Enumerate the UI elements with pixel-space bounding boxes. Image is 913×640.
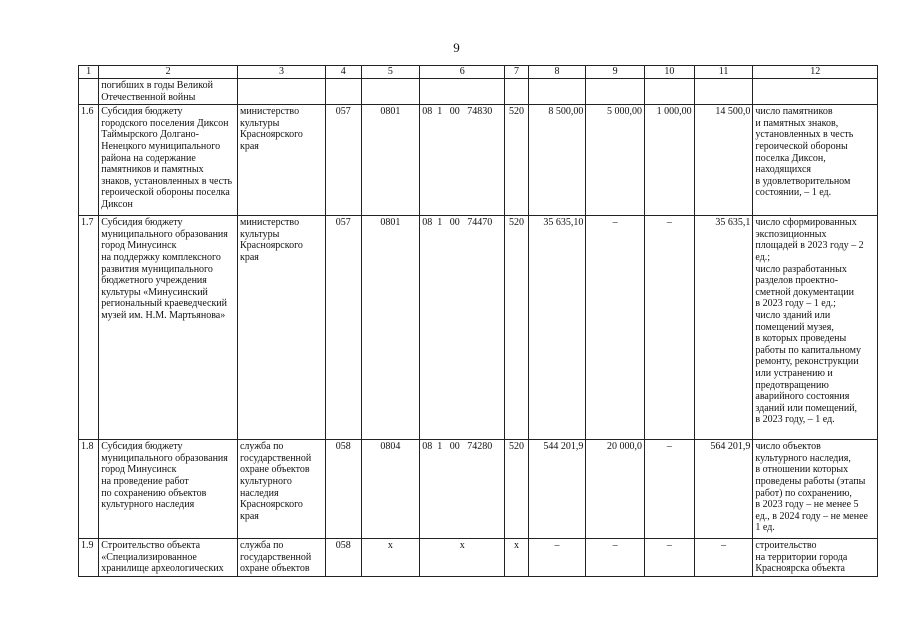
table-row — [79, 216, 878, 440]
header-cell: 11 — [694, 66, 753, 79]
code-cell: 058 — [326, 440, 361, 539]
result-cell: число памятников и памятных знаков, установленных в честь героической обороны поселка Диксон, находящихся в удовлетворительном состоянии, – 1 ед. — [753, 105, 878, 216]
name-cell: Субсидия бюджету муниципального образования город Минусинск на поддержку комплексного развития муниципального бюджетного учреждения культуры «Минусинский региональный краеведческий музей им. Н.М. Мартьянова» — [99, 216, 238, 440]
csr-cell: 08 1 00 74830 — [420, 105, 505, 216]
header-cell: 1 — [79, 66, 99, 79]
amount-2025: – — [645, 539, 695, 577]
rzpr-cell: х — [361, 539, 420, 577]
header-cell: 5 — [361, 66, 420, 79]
amount-2024: 5 000,00 — [586, 105, 645, 216]
code-cell: 057 — [326, 105, 361, 216]
table-row — [79, 105, 878, 216]
amount-2024: 20 000,0 — [586, 440, 645, 539]
grbs-cell: министерство культуры Красноярского края — [237, 216, 325, 440]
header-cell: 7 — [505, 66, 528, 79]
vr-cell: 520 — [505, 105, 528, 216]
amount-total: – — [694, 539, 753, 577]
header-cell: 6 — [420, 66, 505, 79]
header-cell: 4 — [326, 66, 361, 79]
header-cell: 12 — [753, 66, 878, 79]
row-number: 1.8 — [79, 440, 99, 539]
header-cell: 3 — [237, 66, 325, 79]
rzpr-cell: 0804 — [361, 440, 420, 539]
vr-cell: 520 — [505, 216, 528, 440]
table-row — [79, 539, 878, 577]
amount-2023: 8 500,00 — [528, 105, 586, 216]
amount-2025: 1 000,00 — [645, 105, 695, 216]
rzpr-cell: 0801 — [361, 105, 420, 216]
result-cell: число сформированных экспозиционных площадей в 2023 году – 2 ед.; число разработанных разделов проектно- сметной документации в 2023 году – 1 ед.; число зданий или помещений музея, в которых проведены работы по капитальному ремонту, реконструкции или устранению и предотвращению аварийного состояния зданий или помещений, в 2023 году, – 1 ед. — [753, 216, 878, 440]
name-cell: Субсидия бюджету городского поселения Диксон Таймырского Долгано- Ненецкого муниципального района на содержание памятников и памятных знаков, установленных в честь героической обороны поселка Диксон — [99, 105, 238, 216]
row-number: 1.6 — [79, 105, 99, 216]
amount-2024: – — [586, 216, 645, 440]
header-cell: 10 — [645, 66, 695, 79]
row-number: 1.9 — [79, 539, 99, 577]
vr-cell: 520 — [505, 440, 528, 539]
name-cell: погибших в годы Великой Отечественной войны — [99, 79, 238, 105]
grbs-cell: министерство культуры Красноярского края — [237, 105, 325, 216]
amount-2023: – — [528, 539, 586, 577]
code-cell: 057 — [326, 216, 361, 440]
header-cell: 8 — [528, 66, 586, 79]
result-cell: строительство на территории города Красноярска объекта — [753, 539, 878, 577]
rzpr-cell: 0801 — [361, 216, 420, 440]
code-cell: 058 — [326, 539, 361, 577]
grbs-cell: служба по государственной охране объектов — [237, 539, 325, 577]
csr-cell: х — [420, 539, 505, 577]
grbs-cell: служба по государственной охране объектов культурного наследия Красноярского края — [237, 440, 325, 539]
budget-table — [78, 65, 878, 577]
amount-total: 35 635,1 — [694, 216, 753, 440]
header-cell: 2 — [99, 66, 238, 79]
header-row — [79, 66, 878, 79]
row-number: 1.7 — [79, 216, 99, 440]
continuation-row — [79, 79, 878, 105]
table-row — [79, 440, 878, 539]
csr-cell: 08 1 00 74470 — [420, 216, 505, 440]
page-number: 9 — [453, 40, 460, 55]
name-cell: Строительство объекта «Специализированное хранилище археологических — [99, 539, 238, 577]
amount-2024: – — [586, 539, 645, 577]
amount-total: 14 500,0 — [694, 105, 753, 216]
amount-2023: 544 201,9 — [528, 440, 586, 539]
amount-2023: 35 635,10 — [528, 216, 586, 440]
amount-2025: – — [645, 440, 695, 539]
header-cell: 9 — [586, 66, 645, 79]
amount-total: 564 201,9 — [694, 440, 753, 539]
amount-2025: – — [645, 216, 695, 440]
vr-cell: х — [505, 539, 528, 577]
name-cell: Субсидия бюджету муниципального образования город Минусинск на проведение работ по сохранению объектов культурного наследия — [99, 440, 238, 539]
csr-cell: 08 1 00 74280 — [420, 440, 505, 539]
result-cell: число объектов культурного наследия, в отношении которых проведены работы (этапы работ) по сохранению, в 2023 году – не менее 5 ед., в 2024 году – не менее 1 ед. — [753, 440, 878, 539]
